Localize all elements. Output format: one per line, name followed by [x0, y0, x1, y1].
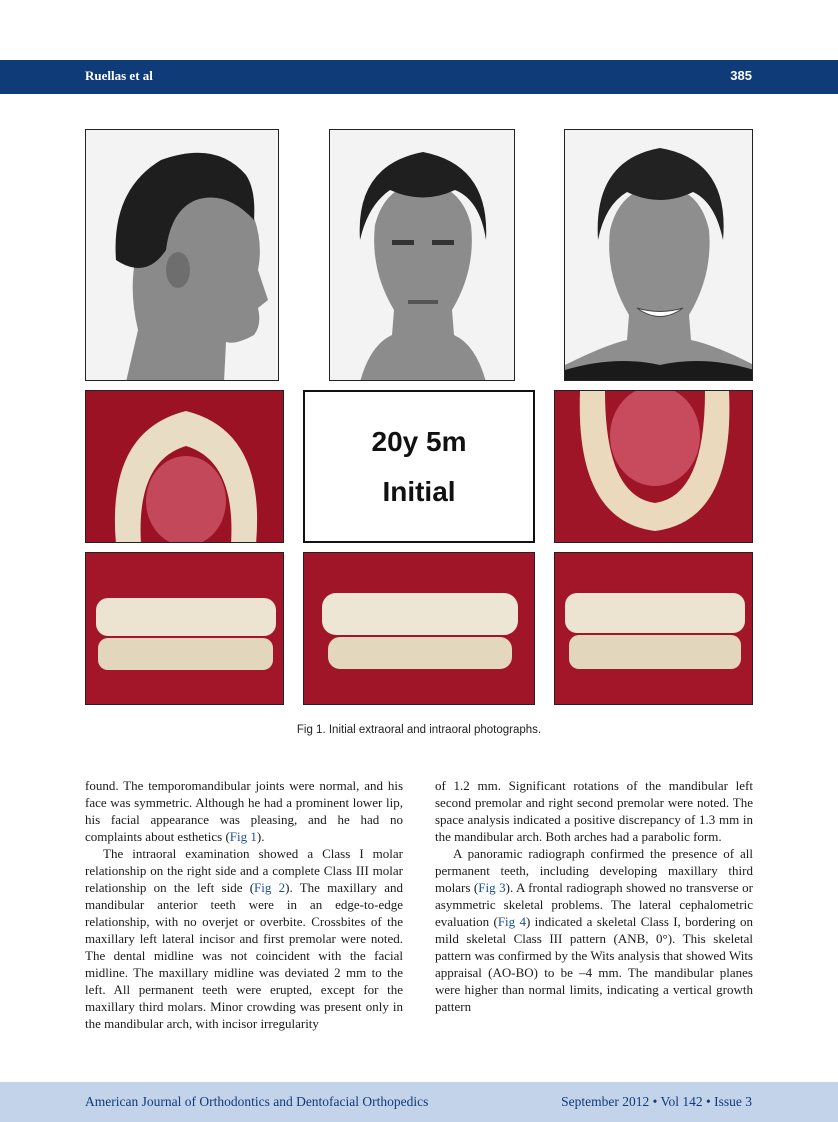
- right-column: [435, 777, 753, 1015]
- left-column: [85, 777, 403, 1032]
- photo-frontal-occlusion: [303, 552, 535, 705]
- left-paragraph-1: found. The temporomandibular joints were normal, and his face was symmetric. Although he had a prominent lower lip, his facial appearance was pleasing, and he had no complaints about esthetics (Fig 1).: [85, 778, 403, 844]
- fig1-link[interactable]: Fig 1: [229, 829, 257, 844]
- photo-maxillary-occlusal: [85, 390, 284, 543]
- running-header: [0, 60, 838, 94]
- running-header-author: Ruellas et al: [85, 68, 153, 83]
- stage-age-label: 20y 5m: [371, 425, 467, 457]
- photo-frontal-smile: [564, 129, 753, 381]
- right-paragraph-2: A panoramic radiograph confirmed the presence of all permanent teeth, including developing maxillary third molars (Fig 3). A frontal radiograph showed no transverse or asymmetric skeletal problems. The lateral cephalometric evaluation (Fig 4) indicated a skeletal Class I, bordering on mild skeletal Class III pattern (ANB, 0°). This skeletal pattern was confirmed by the Wits analysis that showed Wits appraisal (AO-BO) to be –4 mm. The mandibular planes were higher than normal limits, indicating a vertical growth pattern: [435, 846, 753, 1014]
- figure-stage-label: [303, 390, 535, 543]
- page-number: 385: [730, 68, 752, 83]
- running-footer: [0, 1082, 838, 1122]
- photo-right-lateral-occlusion: [85, 552, 284, 705]
- photo-left-lateral-occlusion: [554, 552, 753, 705]
- issue-info: September 2012 • Vol 142 • Issue 3: [561, 1094, 752, 1109]
- fig3-link[interactable]: Fig 3: [478, 880, 506, 895]
- fig2-link[interactable]: Fig 2: [254, 880, 286, 895]
- photo-frontal-rest: [329, 129, 515, 381]
- right-paragraph-1: of 1.2 mm. Significant rotations of the mandibular left second premolar and right second premolar were noted. The space analysis indicated a positive discrepancy of 1.3 mm in the mandibular arch. Both arches had a parabolic form.: [435, 778, 753, 844]
- figure-caption: Fig 1. Initial extraoral and intraoral photographs.: [296, 724, 542, 736]
- fig4-link[interactable]: Fig 4: [497, 914, 526, 929]
- photo-mandibular-occlusal: [554, 390, 753, 543]
- photo-profile-right: [85, 129, 279, 381]
- left-paragraph-2: The intraoral examination showed a Class I molar relationship on the right side and a complete Class III molar relationship on the left side (Fig 2). The maxillary and mandibular anterior teeth were in an edge-to-edge relationship, with no overjet or overbite. Crossbites of the maxillary left lateral incisor and first premolar were noted. The dental midline was not coincident with the facial midline. The maxillary midline was deviated 2 mm to the left. All permanent teeth were erupted, except for the maxillary third molars. Minor crowding was present only in the mandibular arch, with incisor irregularity: [85, 846, 403, 1031]
- stage-name-label: Initial: [382, 475, 456, 507]
- journal-name: American Journal of Orthodontics and Dentofacial Orthopedics: [85, 1094, 429, 1109]
